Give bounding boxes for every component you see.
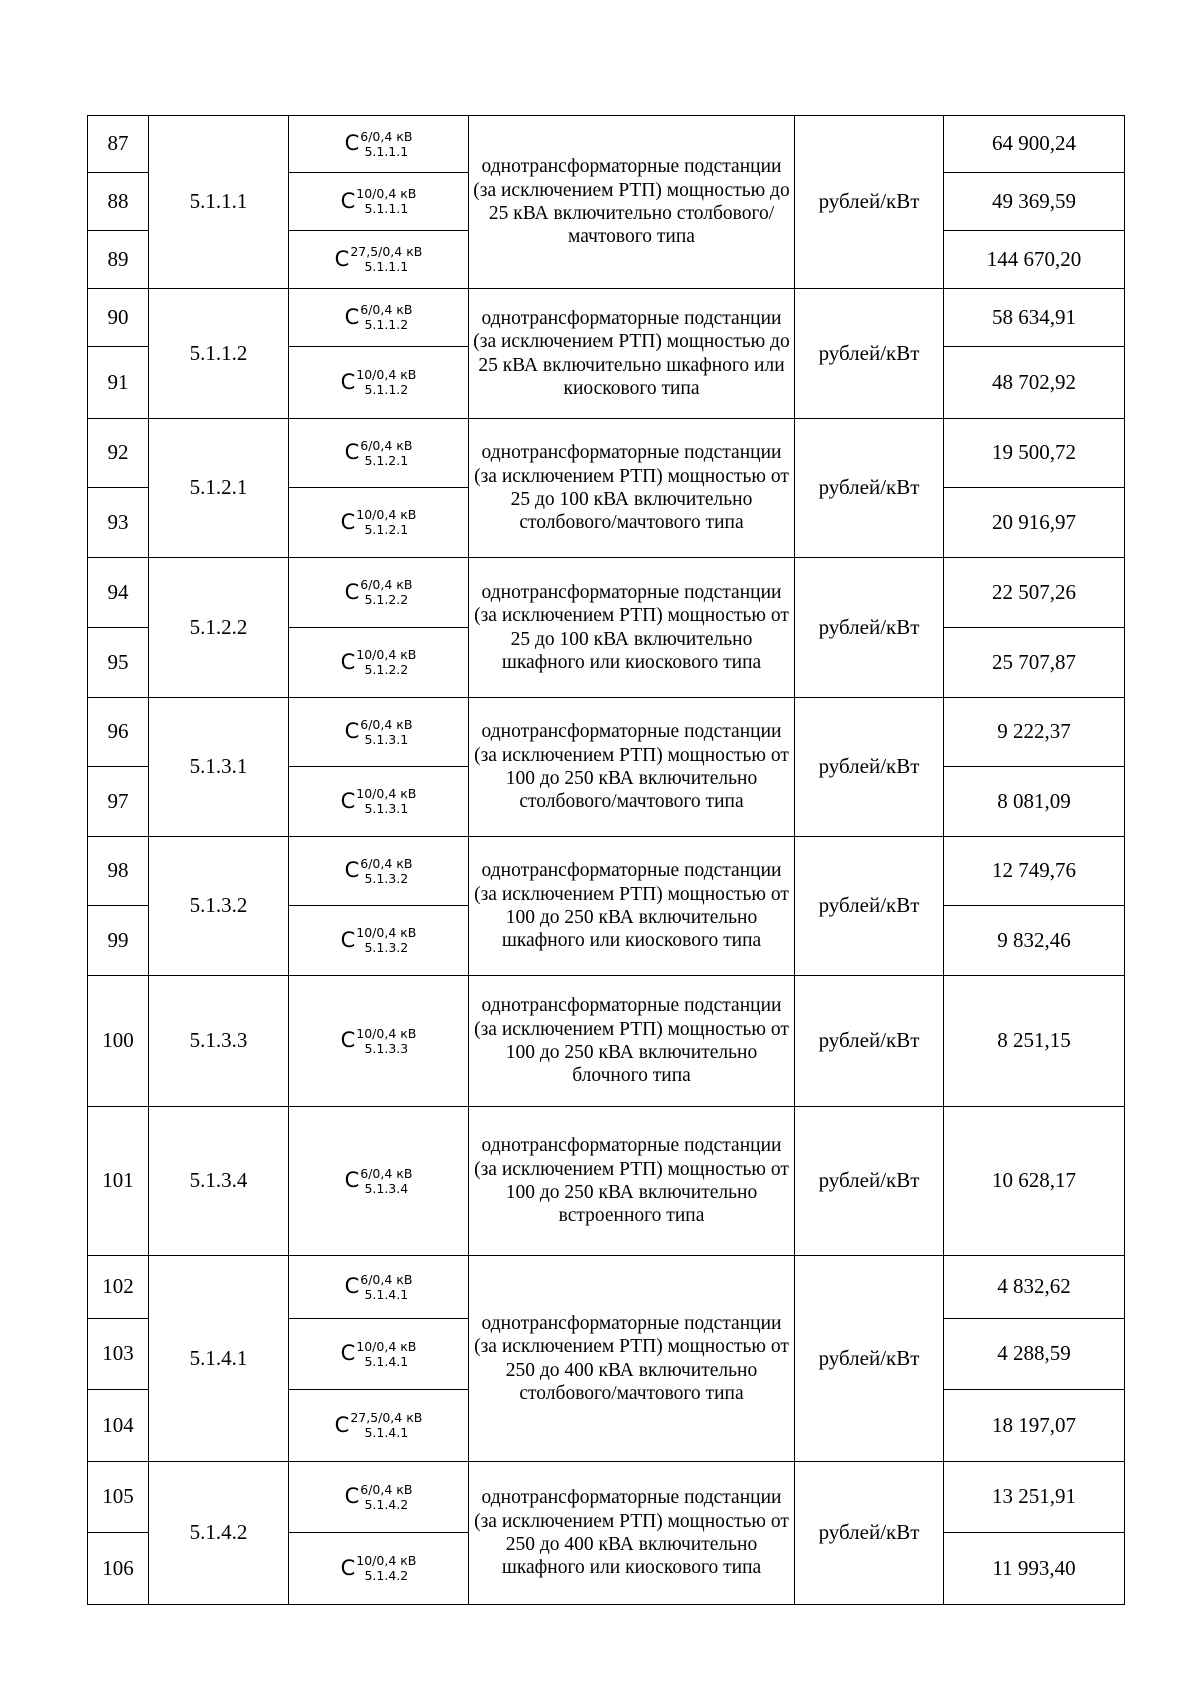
section-code: 5.1.3.4 [149, 1107, 289, 1256]
section-code: 5.1.1.2 [149, 289, 289, 419]
table-row [88, 419, 1125, 488]
voltage-superscript: 6/0,4 кВ [360, 1481, 413, 1497]
table-row [88, 289, 1125, 347]
section-subscript: 5.1.2.2 [364, 662, 409, 677]
description: однотрансформаторные подстанции (за исключением РТП) мощностью от 100 до 250 кВА включительно шкафного или киоскового типа [469, 837, 795, 976]
rate-symbol-indices [350, 1411, 422, 1440]
voltage-superscript: 10/0,4 кВ [356, 786, 417, 801]
rate-symbol-letter: C [340, 1341, 356, 1366]
rate-symbol-letter: C [344, 1168, 360, 1193]
unit: рублей/кВт [795, 558, 944, 698]
rate-value: 8 081,09 [944, 767, 1125, 837]
rate-symbol-letter: C [340, 509, 356, 534]
rate-value: 19 500,72 [944, 419, 1125, 488]
rate-value: 58 634,91 [944, 289, 1125, 347]
rate-symbol-cell [289, 347, 469, 419]
rate-symbol [345, 718, 413, 747]
row-number: 87 [88, 116, 149, 173]
rate-symbol-indices [360, 1483, 412, 1512]
rate-value: 13 251,91 [944, 1462, 1125, 1533]
row-number: 104 [88, 1390, 149, 1462]
row-number: 103 [88, 1319, 149, 1390]
section-subscript: 5.1.3.1 [364, 801, 409, 816]
section-subscript: 5.1.4.1 [364, 1353, 409, 1369]
unit: рублей/кВт [795, 1462, 944, 1605]
rate-symbol-cell [289, 698, 469, 767]
row-number: 89 [88, 231, 149, 289]
rate-symbol-letter: C [334, 246, 350, 271]
rate-symbol-cell [289, 1390, 469, 1462]
section-subscript: 5.1.3.1 [364, 731, 409, 747]
table-row [88, 1462, 1125, 1533]
rate-symbol-letter: C [344, 1274, 360, 1299]
section-subscript: 5.1.3.4 [364, 1180, 409, 1196]
rate-symbol-letter: C [344, 1484, 360, 1509]
row-number: 94 [88, 558, 149, 628]
row-number: 88 [88, 173, 149, 231]
unit: рублей/кВт [795, 976, 944, 1107]
rate-symbol-cell [289, 767, 469, 837]
section-subscript: 5.1.1.1 [364, 201, 409, 216]
rate-symbol-cell [289, 1319, 469, 1390]
rate-symbol-indices [360, 130, 412, 159]
description: однотрансформаторные подстанции (за исключением РТП) мощностью от 100 до 250 кВА включительно встроенного типа [469, 1107, 795, 1256]
row-number: 90 [88, 289, 149, 347]
voltage-superscript: 27,5/0,4 кВ [350, 244, 423, 259]
rate-symbol-letter: C [344, 719, 360, 744]
voltage-superscript: 27,5/0,4 кВ [350, 1410, 423, 1425]
voltage-superscript: 10/0,4 кВ [356, 1553, 417, 1568]
description: однотрансформаторные подстанции (за исключением РТП) мощностью до 25 кВА включительно столбового/мачтового типа [469, 116, 795, 289]
rate-symbol-indices [360, 578, 412, 607]
rate-symbol-cell [289, 173, 469, 231]
section-subscript: 5.1.2.1 [364, 522, 409, 537]
voltage-superscript: 6/0,4 кВ [360, 437, 413, 453]
rate-symbol-letter: C [340, 188, 356, 213]
rate-symbol [345, 303, 413, 332]
rate-symbol-letter: C [344, 131, 360, 156]
rate-value: 4 832,62 [944, 1256, 1125, 1319]
rate-value: 49 369,59 [944, 173, 1125, 231]
section-subscript: 5.1.3.2 [364, 870, 409, 886]
rate-symbol [335, 1411, 423, 1440]
section-subscript: 5.1.4.2 [364, 1496, 409, 1512]
row-number: 96 [88, 698, 149, 767]
row-number: 92 [88, 419, 149, 488]
voltage-superscript: 10/0,4 кВ [356, 647, 417, 662]
section-subscript: 5.1.3.3 [364, 1040, 409, 1056]
rate-symbol [345, 439, 413, 468]
row-number: 105 [88, 1462, 149, 1533]
voltage-superscript: 6/0,4 кВ [360, 1271, 413, 1287]
row-number: 101 [88, 1107, 149, 1256]
rate-symbol-cell [289, 289, 469, 347]
rate-value: 64 900,24 [944, 116, 1125, 173]
section-subscript: 5.1.3.2 [364, 940, 409, 955]
table-row [88, 698, 1125, 767]
section-subscript: 5.1.4.1 [364, 1286, 409, 1302]
voltage-superscript: 10/0,4 кВ [356, 367, 417, 382]
rate-symbol-indices [360, 1273, 412, 1302]
rate-symbol-cell [289, 906, 469, 976]
section-subscript: 5.1.4.2 [364, 1568, 409, 1583]
rate-value: 12 749,76 [944, 837, 1125, 906]
rate-value: 22 507,26 [944, 558, 1125, 628]
section-subscript: 5.1.1.2 [364, 382, 409, 397]
rate-symbol-letter: C [340, 1555, 356, 1580]
rate-symbol-cell [289, 628, 469, 698]
rate-symbol-cell [289, 116, 469, 173]
rate-symbol-cell [289, 231, 469, 289]
rate-symbol-indices [360, 439, 412, 468]
row-number: 102 [88, 1256, 149, 1319]
description: однотрансформаторные подстанции (за исключением РТП) мощностью от 250 до 400 кВА включительно шкафного или киоскового типа [469, 1462, 795, 1605]
rate-symbol-indices [360, 1167, 412, 1196]
section-subscript: 5.1.2.1 [364, 452, 409, 468]
rate-symbol-indices [356, 926, 416, 955]
rate-symbol-cell [289, 1462, 469, 1533]
rate-symbol-cell [289, 1533, 469, 1605]
rate-symbol-cell [289, 837, 469, 906]
section-code: 5.1.4.1 [149, 1256, 289, 1462]
voltage-superscript: 6/0,4 кВ [360, 1165, 413, 1181]
section-code: 5.1.4.2 [149, 1462, 289, 1605]
rate-symbol [341, 368, 417, 397]
unit: рублей/кВт [795, 419, 944, 558]
voltage-superscript: 10/0,4 кВ [356, 507, 417, 522]
section-code: 5.1.2.1 [149, 419, 289, 558]
table-row [88, 837, 1125, 906]
rate-symbol-cell [289, 419, 469, 488]
description: однотрансформаторные подстанции (за исключением РТП) мощностью до 25 кВА включительно шкафного или киоскового типа [469, 289, 795, 419]
voltage-superscript: 6/0,4 кВ [360, 302, 413, 317]
rate-symbol [345, 857, 413, 886]
unit: рублей/кВт [795, 1107, 944, 1256]
rate-symbol [341, 787, 417, 816]
section-code: 5.1.2.2 [149, 558, 289, 698]
rate-symbol-indices [356, 187, 416, 216]
rate-symbol [341, 1554, 417, 1583]
voltage-superscript: 6/0,4 кВ [360, 855, 413, 871]
rate-symbol [341, 508, 417, 537]
rate-symbol-indices [356, 648, 416, 677]
rate-value: 4 288,59 [944, 1319, 1125, 1390]
rate-symbol [341, 648, 417, 677]
rate-symbol-indices [356, 787, 416, 816]
section-code: 5.1.1.1 [149, 116, 289, 289]
table-row [88, 1256, 1125, 1319]
rate-symbol-cell [289, 488, 469, 558]
table-row [88, 558, 1125, 628]
rate-value: 8 251,15 [944, 976, 1125, 1107]
row-number: 98 [88, 837, 149, 906]
rate-symbol-cell [289, 1256, 469, 1319]
rate-value: 11 993,40 [944, 1533, 1125, 1605]
rate-symbol [341, 1027, 417, 1056]
rate-symbol [341, 926, 417, 955]
rate-symbol [345, 1483, 413, 1512]
rate-symbol-indices [360, 303, 412, 332]
rate-symbol [335, 245, 423, 274]
rate-symbol-cell [289, 558, 469, 628]
rate-symbol-letter: C [340, 788, 356, 813]
rate-symbol-letter: C [344, 304, 360, 329]
section-subscript: 5.1.1.2 [364, 317, 409, 332]
rate-value: 18 197,07 [944, 1390, 1125, 1462]
rate-symbol [341, 1340, 417, 1369]
table-row [88, 116, 1125, 173]
unit: рублей/кВт [795, 698, 944, 837]
rate-value: 48 702,92 [944, 347, 1125, 419]
rate-value: 9 832,46 [944, 906, 1125, 976]
voltage-superscript: 10/0,4 кВ [356, 1025, 417, 1041]
rate-symbol-indices [356, 1340, 416, 1369]
tariff-table [87, 115, 1125, 1605]
rate-symbol-letter: C [344, 858, 360, 883]
rate-value: 144 670,20 [944, 231, 1125, 289]
section-code: 5.1.3.1 [149, 698, 289, 837]
rate-symbol-letter: C [340, 369, 356, 394]
rate-symbol-indices [360, 718, 412, 747]
rate-symbol [345, 1273, 413, 1302]
description: однотрансформаторные подстанции (за исключением РТП) мощностью от 250 до 400 кВА включительно столбового/мачтового типа [469, 1256, 795, 1462]
section-subscript: 5.1.1.1 [364, 143, 409, 159]
rate-value: 20 916,97 [944, 488, 1125, 558]
rate-symbol-indices [360, 857, 412, 886]
row-number: 95 [88, 628, 149, 698]
rate-symbol-cell [289, 1107, 469, 1256]
description: однотрансформаторные подстанции (за исключением РТП) мощностью от 25 до 100 кВА включительно столбового/мачтового типа [469, 419, 795, 558]
row-number: 97 [88, 767, 149, 837]
description: однотрансформаторные подстанции (за исключением РТП) мощностью от 25 до 100 кВА включительно шкафного или киоскового типа [469, 558, 795, 698]
rate-symbol-letter: C [340, 649, 356, 674]
rate-symbol-letter: C [334, 1412, 350, 1437]
section-subscript: 5.1.1.1 [364, 259, 409, 274]
voltage-superscript: 10/0,4 кВ [356, 1338, 417, 1354]
rate-symbol [345, 578, 413, 607]
row-number: 106 [88, 1533, 149, 1605]
rate-symbol-indices [350, 245, 422, 274]
voltage-superscript: 10/0,4 кВ [356, 925, 417, 940]
rate-symbol-cell [289, 976, 469, 1107]
section-subscript: 5.1.2.2 [364, 592, 409, 607]
rate-value: 25 707,87 [944, 628, 1125, 698]
section-subscript: 5.1.4.1 [364, 1425, 409, 1440]
description: однотрансформаторные подстанции (за исключением РТП) мощностью от 100 до 250 кВА включительно блочного типа [469, 976, 795, 1107]
rate-symbol-indices [356, 1027, 416, 1056]
unit: рублей/кВт [795, 837, 944, 976]
rate-value: 9 222,37 [944, 698, 1125, 767]
rate-symbol-letter: C [340, 1028, 356, 1053]
section-code: 5.1.3.2 [149, 837, 289, 976]
unit: рублей/кВт [795, 289, 944, 419]
table-row [88, 976, 1125, 1107]
unit: рублей/кВт [795, 1256, 944, 1462]
description: однотрансформаторные подстанции (за исключением РТП) мощностью от 100 до 250 кВА включительно столбового/мачтового типа [469, 698, 795, 837]
voltage-superscript: 10/0,4 кВ [356, 186, 417, 201]
unit: рублей/кВт [795, 116, 944, 289]
voltage-superscript: 6/0,4 кВ [360, 716, 413, 732]
voltage-superscript: 6/0,4 кВ [360, 128, 413, 144]
rate-symbol [345, 130, 413, 159]
rate-symbol-letter: C [344, 579, 360, 604]
rate-symbol-letter: C [344, 440, 360, 465]
row-number: 91 [88, 347, 149, 419]
row-number: 99 [88, 906, 149, 976]
rate-value: 10 628,17 [944, 1107, 1125, 1256]
rate-symbol [341, 187, 417, 216]
voltage-superscript: 6/0,4 кВ [360, 577, 413, 592]
rate-symbol-letter: C [340, 927, 356, 952]
table-row [88, 1107, 1125, 1256]
row-number: 93 [88, 488, 149, 558]
rate-symbol [345, 1167, 413, 1196]
rate-symbol-indices [356, 1554, 416, 1583]
rate-symbol-indices [356, 368, 416, 397]
rate-symbol-indices [356, 508, 416, 537]
section-code: 5.1.3.3 [149, 976, 289, 1107]
row-number: 100 [88, 976, 149, 1107]
